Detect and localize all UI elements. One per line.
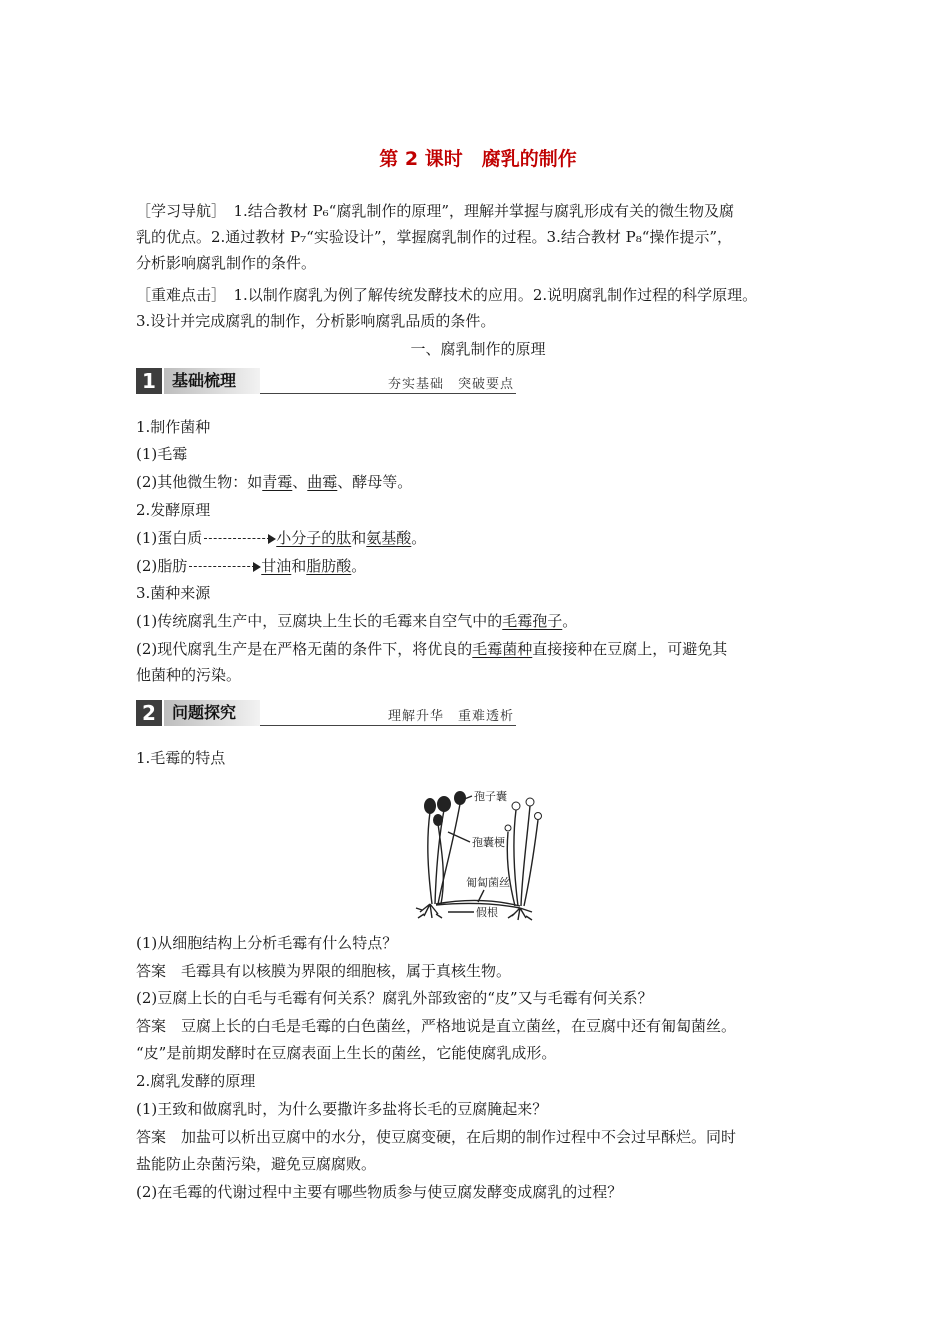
- sporangium: [505, 825, 511, 831]
- dashed-arrow-icon: [202, 534, 276, 544]
- lesson-title: 第 2 课时 腐乳的制作: [379, 148, 577, 170]
- banner-number: 1: [136, 368, 162, 394]
- basics-heading-1: 1.制作菌种: [136, 418, 211, 436]
- fill-blank: 曲霉: [307, 473, 338, 491]
- sporangium: [437, 796, 451, 812]
- section-heading: 一、腐乳制作的原理: [410, 340, 546, 358]
- basics-item-3-1: (1)传统腐乳生产中，豆腐块上生长的毛霉来自空气中的毛霉孢子。: [136, 612, 578, 630]
- learning-guide-line-1: ［学习导航］ 1.结合教材 P₆“腐乳制作的原理”，理解并掌握与腐乳形成有关的微生物及腐: [136, 202, 735, 220]
- fill-blank: 毛霉孢子: [502, 612, 563, 630]
- banner-subtitle: 夯实基础 突破要点: [387, 377, 514, 392]
- banner-number: 2: [136, 700, 162, 726]
- mucor-illustration: [408, 782, 558, 922]
- key-points-line-2: 3.设计并完成腐乳的制作，分析影响腐乳品质的条件。: [136, 312, 496, 330]
- key-points-line-1: ［重难点击］ 1.以制作腐乳为例了解传统发酵技术的应用。2.说明腐乳制作过程的科学原理。: [136, 286, 758, 304]
- fill-blank: 毛霉菌种: [472, 640, 533, 658]
- inquiry-heading-1: 1.毛霉的特点: [136, 749, 226, 767]
- fill-blank: 青霉: [262, 473, 293, 491]
- learning-guide-line-2: 乳的优点。2.通过教材 P₇“实验设计”，掌握腐乳制作的过程。3.结合教材 P₈“操作提示”，: [136, 228, 733, 246]
- banner-inquiry: [136, 700, 516, 726]
- inquiry-heading-2: 2.腐乳发酵的原理: [136, 1072, 256, 1090]
- basics-item-3-2-cont: 他菌种的污染。: [136, 666, 242, 684]
- answer-2-line-1: 答案 豆腐上长的白毛是毛霉的白色菌丝，严格地说是直立菌丝，在豆腐中还有匍匐菌丝。: [136, 1017, 737, 1035]
- dashed-arrow-icon: [187, 562, 261, 572]
- basics-item-3-2: (2)现代腐乳生产是在严格无菌的条件下，将优良的毛霉菌种直接接种在豆腐上，可避免其: [136, 640, 728, 658]
- banner-label: 基础梳理: [172, 371, 237, 390]
- fill-blank: 甘油: [261, 557, 292, 575]
- sporangium: [454, 791, 466, 805]
- label-stolon: 匍匐菌丝: [466, 876, 510, 889]
- sporangium: [512, 802, 520, 810]
- answer-1: 答案 毛霉具有以核膜为界限的细胞核，属于真核生物。: [136, 962, 512, 980]
- sporangium: [526, 798, 534, 806]
- answer-3-line-2: 盐能防止杂菌污染，避免豆腐腐败。: [136, 1155, 377, 1173]
- sporangium: [433, 814, 443, 826]
- answer-2-line-2: “皮”是前期发酵时在豆腐表面上生长的菌丝，它能使腐乳成形。: [136, 1044, 557, 1062]
- question-3: (1)王致和做腐乳时，为什么要撒许多盐将长毛的豆腐腌起来？: [136, 1100, 548, 1118]
- label-rhizoid: 假根: [476, 906, 498, 919]
- label-sporangium: 孢子囊: [474, 790, 507, 803]
- sporangium: [424, 798, 436, 814]
- answer-3-line-1: 答案 加盐可以析出豆腐中的水分，使豆腐变硬，在后期的制作过程中不会过早酥烂。同时: [136, 1128, 737, 1146]
- banner-subtitle: 理解升华 重难透析: [387, 709, 514, 724]
- fill-blank: 氨基酸: [366, 529, 412, 547]
- mucor-diagram: [408, 782, 558, 922]
- learning-guide-line-3: 分析影响腐乳制作的条件。: [136, 254, 317, 272]
- banner-basics: [136, 368, 516, 394]
- basics-heading-2: 2.发酵原理: [136, 501, 211, 519]
- banner-label: 问题探究: [172, 703, 237, 722]
- fill-blank: 脂肪酸: [306, 557, 352, 575]
- basics-item-2-2: (2)脂肪 甘油和脂肪酸。: [136, 557, 367, 575]
- basics-item-2-1: (1)蛋白质 小分子的肽和氨基酸。: [136, 529, 427, 547]
- basics-item-1-1: (1)毛霉: [136, 445, 188, 463]
- basics-heading-3: 3.菌种来源: [136, 584, 211, 602]
- sporangium: [535, 813, 542, 820]
- question-2: (2)豆腐上长的白毛与毛霉有何关系？腐乳外部致密的“皮”又与毛霉有何关系？: [136, 989, 653, 1007]
- fill-blank: 小分子的肽: [276, 529, 352, 547]
- label-sporangiophore: 孢囊梗: [472, 836, 505, 849]
- question-4: (2)在毛霉的代谢过程中主要有哪些物质参与使豆腐发酵变成腐乳的过程？: [136, 1183, 623, 1201]
- question-1: (1)从细胞结构上分析毛霉有什么特点？: [136, 934, 398, 952]
- basics-item-1-2: (2)其他微生物：如青霉、曲霉、酵母等。: [136, 473, 413, 491]
